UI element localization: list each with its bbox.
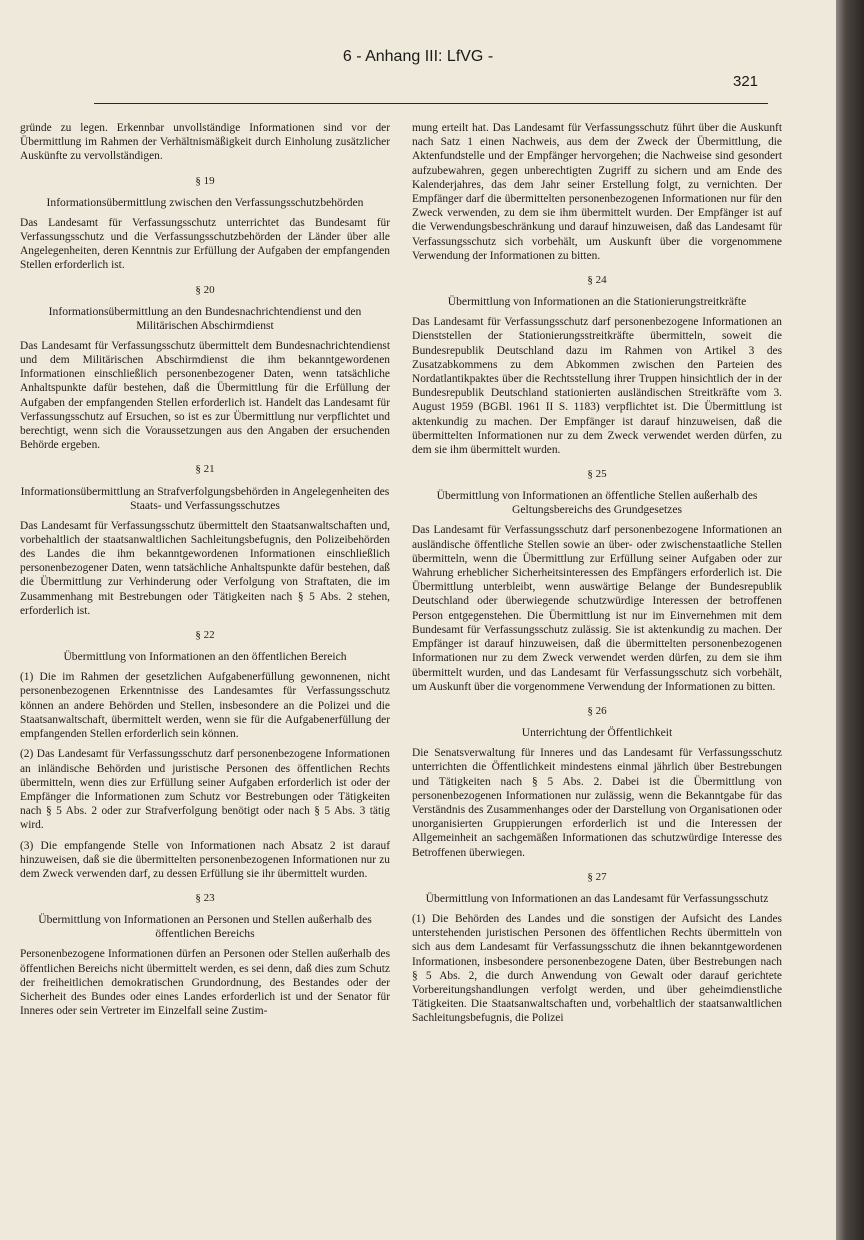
section-title: Informationsübermittlung zwischen den Verfassungsschutzbehörden — [46, 195, 364, 209]
section-number: § 21 — [195, 463, 215, 476]
paragraph: (2) Das Landesamt für Verfassungsschutz darf personenbezogene Informationen an inländische Behörden und juristische Personen des öffentlichen Rechts übermitteln, wenn dies zur Erfüllung seiner Aufgaben erforderlich ist oder der Empfänger die Informationen zum Schutz vor Bestrebungen oder Tätigkeiten nach § 5 Abs. 2 oder zur Strafverfolgung benötigt oder nach § 5 Abs. 3 tätig wird. — [20, 748, 390, 832]
section-number: § 25 — [587, 468, 607, 481]
section-heading-20 — [20, 283, 390, 333]
section-title: Informationsübermittlung an den Bundesnachrichtendienst und den Militärischen Abschirmdienst — [48, 304, 362, 332]
section-title: Informationsübermittlung an Strafverfolgungsbehörden in Angelegenheiten des Staats- und Verfassungsschutzes — [20, 484, 390, 512]
paragraph: (1) Die Behörden des Landes und die sonstigen der Aufsicht des Landes unterstehenden juristischen Personen des öffentlichen Rechts übermitteln von sich aus dem Landesamt für Verfassungsschutz die ihnen bekanntgewordenen Informationen, insbesondere personenbezogene Daten, über Bestrebungen nach § 5 Abs. 2, die durch Anwendung von Gewalt oder darauf gerichtete Vorbereitungshandlungen verfolgt werden, und über geheimdienstliche Tätigkeiten. Die Staatsanwaltschaften und, vorbehaltlich der staatsanwaltlichen Sachleitungsbefugnis, die Polizei — [412, 912, 782, 1025]
right-column — [412, 121, 782, 1032]
section-title: Übermittlung von Informationen an den öffentlichen Bereich — [63, 650, 347, 664]
header-rule — [94, 103, 768, 104]
section-number: § 24 — [587, 274, 607, 287]
paragraph: Das Landesamt für Verfassungsschutz unterrichtet das Bundesamt für Verfassungsschutz und die Verfassungsschutzbehörden der Länder über alle Angelegenheiten, deren Kenntnis zur Erfüllung der Aufgaben der empfangenden Stellen erforderlich ist. — [20, 216, 390, 272]
paragraph: Das Landesamt für Verfassungsschutz darf personenbezogene Informationen an ausländische öffentliche Stellen sowie an über- oder zwischenstaatliche Stellen übermitteln, wenn die Übermittlung zur Erfüllung seiner Aufgaben oder zur Wahrung erheblicher Sicherheitsinteressen des Empfängers erforderlich ist. Die Übermittlung unterbleibt, wenn auswärtige Belange der Bundesrepublik Deutschland oder überwiegende schutzwürdige Interessen der betroffenen Person entgegenstehen. Die Übermittlung ist nur im Einvernehmen mit dem Bundesamt für Verfassungsschutz zulässig. Sie ist aktenkundig zu machen. Der Empfänger ist darauf hinzuweisen, daß die übermittelten personenbezogenen Informationen nur zu dem Zweck verwendet werden dürfen, zu dem sie ihm übermittelt wurden, und das Landesamt für Verfassungsschutz sich vorbehält, um Auskunft über die vorgenommene Verwendung der Informationen zu bitten. — [412, 524, 782, 693]
left-column — [20, 121, 390, 1024]
paragraph: Das Landesamt für Verfassungsschutz übermittelt dem Bundesnachrichtendienst und dem Militärischen Abschirmdienst die ihm bekanntgewordenen Informationen einschließlich personenbezogener Daten, wenn tatsächliche Anhaltspunkte dafür bestehen, daß die Übermittlung für die Erfüllung der Aufgaben der empfangenden Stellen erforderlich ist. Handelt das Landesamt für Verfassungsschutz auf Ersuchen, so ist es zur Übermittlung nur verpflichtet und berechtigt, wenn sich die Voraussetzungen aus den Angaben der ersuchenden Behörde ergeben. — [20, 339, 390, 452]
book-spine-edge — [836, 0, 864, 1240]
section-heading-27 — [412, 870, 782, 906]
page-number: 321 — [733, 73, 759, 90]
running-header: 6 - Anhang III: LfVG - — [342, 48, 494, 65]
paragraph: (1) Die im Rahmen der gesetzlichen Aufgabenerfüllung gewonnenen, nicht personenbezogenen Erkenntnisse des Landesamtes für Verfassungsschutz können an andere Behörden und Stellen, insbesondere an die Polizei und die Staatsanwaltschaft, übermittelt werden, wenn sie für die Aufgabenerfüllung der empfangenden Stellen erforderlich sein können. — [20, 671, 390, 741]
paragraph: Personenbezogene Informationen dürfen an Personen oder Stellen außerhalb des öffentlichen Bereichs nicht übermittelt werden, es sei denn, daß dies zum Schutz der freiheitlichen demokratischen Grundordnung, des Bestandes oder der Sicherheit des Bundes oder eines Landes erforderlich ist und der Senator für Inneres oder sein Vertreter im Einzelfall seine Zustim- — [20, 948, 390, 1018]
section-heading-22 — [20, 628, 390, 664]
paragraph: Die Senatsverwaltung für Inneres und das Landesamt für Verfassungsschutz unterrichten die Öffentlichkeit mindestens einmal jährlich über Bestrebungen und Tätigkeiten nach § 5 Abs. 2. Dabei ist die Übermittlung von personenbezogenen Informationen nur zulässig, wenn die Bekanntgabe für das Verständnis des Zusammenhanges oder der Darstellung von Organisationen oder unorganisierten Gruppierungen erforderlich ist und die Interessen der Allgemeinheit an sachgemäßen Informationen das schutzwürdige Interesse des Betroffenen überwiegen. — [412, 747, 782, 859]
section-title: Übermittlung von Informationen an Personen und Stellen außerhalb des öffentlichen Bereichs — [38, 913, 372, 941]
section-heading-19 — [20, 174, 390, 210]
section-title: Unterrichtung der Öffentlichkeit — [521, 726, 673, 740]
section-heading-23 — [20, 891, 390, 941]
section-heading-25 — [412, 467, 782, 517]
section-number: § 19 — [195, 174, 215, 187]
section-heading-26 — [412, 704, 782, 740]
paragraph: (3) Die empfangende Stelle von Informationen nach Absatz 2 ist darauf hinzuweisen, daß sie die übermittelten personenbezogenen Informationen nur zu dem Zweck verwenden darf, zu dessen Erfüllung sie ihr übermittelt wurden. — [20, 839, 390, 880]
paragraph: Das Landesamt für Verfassungsschutz darf personenbezogene Informationen an Dienststellen der Stationierungsstreitkräfte übermitteln, soweit die Bundesrepublik Deutschland dazu im Rahmen von Artikel 3 des Zusatzabkommens zu dem Abkommen zwischen den Parteien des Nordatlantikpaktes über die Rechtsstellung ihrer Truppen hinsichtlich der in der Bundesrepublik Deutschland stationierten ausländischen Streitkräfte vom 3. August 1959 (BGBl. 1961 II S. 1183) verpflichtet ist. Die Übermittlung ist aktenkundig zu machen. Der Empfänger ist darauf hinzuweisen, daß die übermittelten Informationen nur zu dem Zweck verwendet werden dürfen, zu dem sie ihm übermittelt wurden. — [412, 316, 782, 457]
section-number: § 20 — [195, 283, 215, 296]
section-title: Übermittlung von Informationen an das Landesamt für Verfassungsschutz — [425, 891, 769, 905]
paragraph: gründe zu legen. Erkennbar unvollständige Informationen sind vor der Übermittlung im Rahmen der Verhältnismäßigkeit durch Einholung zusätzlicher Auskünfte zu vervollständigen. — [20, 122, 390, 163]
section-number: § 22 — [195, 629, 215, 642]
section-number: § 26 — [587, 704, 607, 717]
section-title: Übermittlung von Informationen an die Stationierungstreitkräfte — [447, 295, 747, 309]
section-number: § 27 — [587, 870, 607, 883]
paragraph: Das Landesamt für Verfassungsschutz übermittelt den Staatsanwaltschaften und, vorbehaltlich der staatsanwaltlichen Sachleitungsbefugnis, den Polizeibehörden des Landes die ihm bekanntgewordenen Informationen einschließlich personenbezogener Daten, wenn tatsächliche Anhaltspunkte dafür bestehen, daß die Übermittlung zur Verhinderung oder Verfolgung von Straftaten, die im Zusammenhang mit Bestrebungen oder Tätigkeiten nach § 5 Abs. 2 stehen, erforderlich ist. — [20, 519, 390, 617]
section-heading-24 — [412, 273, 782, 309]
section-title: Übermittlung von Informationen an öffentliche Stellen außerhalb des Geltungsbereichs des Grundgesetzes — [436, 489, 758, 517]
paragraph: mung erteilt hat. Das Landesamt für Verfassungsschutz führt über die Auskunft nach Satz 1 einen Nachweis, aus dem der Zweck der Übermittlung, die Aktenfundstelle und der Empfänger hervorgehen; die Nachweise sind gesondert aufzubewahren, gegen unberechtigten Zugriff zu sichern und am Ende des Kalenderjahres, das dem Jahr seiner Erstellung folgt, zu vernichten. Der Empfänger darf die übermittelten personenbezogenen Informationen nur für den Zweck verwenden, zu dem sie ihm übermittelt wurden. Der Empfänger ist auf die Verwendungsbeschränkung und darauf hinzuweisen, daß das Landesamt für Verfassungsschutz sich vorbehält, um Auskunft über die vorgenommene Verwendung der Informationen zu bitten. — [412, 122, 782, 262]
section-heading-21 — [20, 462, 390, 512]
section-number: § 23 — [195, 892, 215, 905]
